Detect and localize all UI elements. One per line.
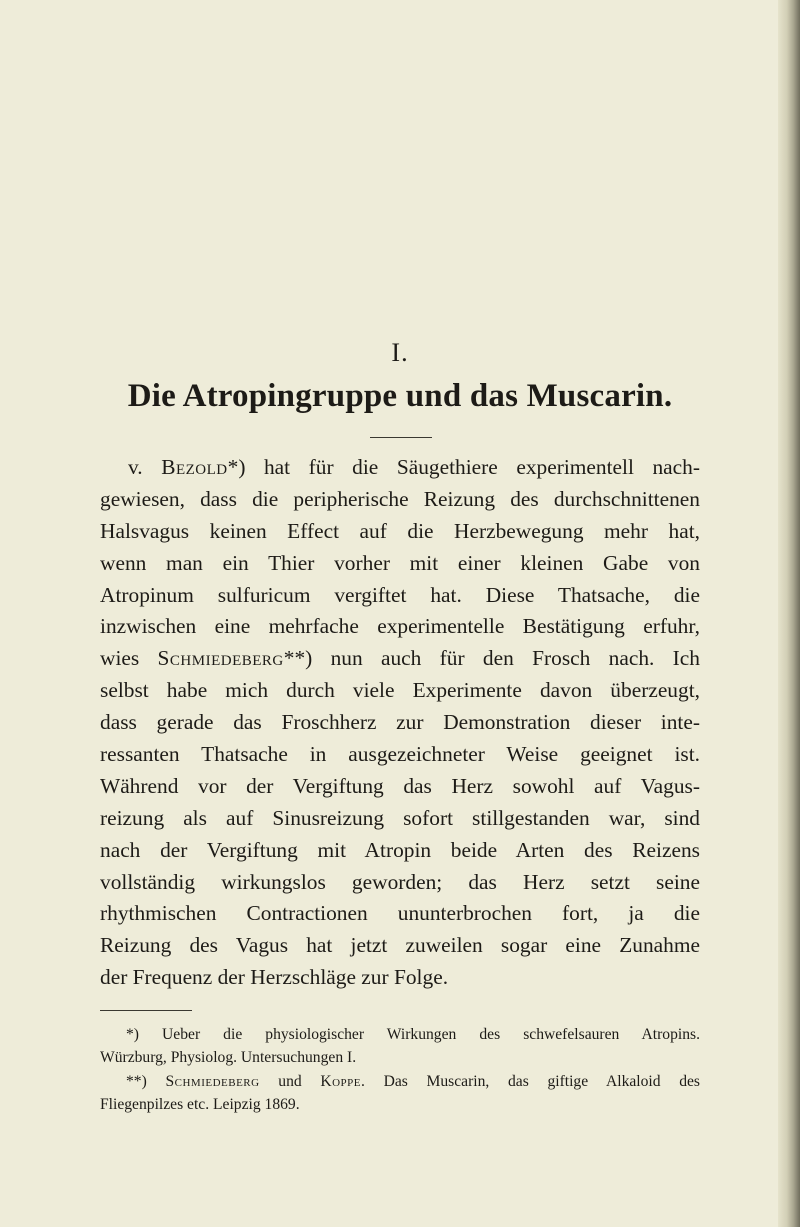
body-line: der Frequenz der Herzschläge zur Folge. bbox=[100, 965, 449, 990]
footnote-1-line: *) Ueber die physiologischer Wirkungen des schwefelsauren Atropins. bbox=[126, 1026, 700, 1043]
body-line: Halsvagus keinen Effect auf die Herzbewegung mehr hat, bbox=[100, 518, 700, 543]
chapter-number: I. bbox=[391, 338, 409, 367]
footnote-2-line: Fliegenpilzes etc. Leipzig 1869. bbox=[100, 1096, 300, 1114]
author-name-schmiedeberg: Schmiedeberg bbox=[165, 1072, 260, 1090]
body-line: ressanten Thatsache in ausgezeichneter Weise geeignet ist. bbox=[100, 742, 700, 767]
author-name-koppe: Koppe bbox=[320, 1072, 362, 1090]
footnote-divider bbox=[100, 1010, 192, 1011]
body-line: Während vor der Vergiftung das Herz sowohl auf Vagus- bbox=[100, 773, 700, 798]
body-line: selbst habe mich durch viele Experimente davon überzeugt, bbox=[100, 678, 700, 703]
footnote-2-line: **) Schmiedeberg und Koppe. Das Muscarin, das giftige Alkaloid des bbox=[126, 1072, 701, 1090]
body-line: reizung als auf Sinusreizung sofort stillgestanden war, sind bbox=[100, 805, 700, 830]
body-line: gewiesen, dass die peripherische Reizung des durchschnittenen bbox=[100, 486, 700, 511]
body-line: wies Schmiedeberg**) nun auch für den Frosch nach. Ich bbox=[100, 646, 700, 671]
body-line: v. Bezold*) hat für die Säugethiere experimentell nach- bbox=[128, 455, 700, 479]
body-line: vollständig wirkungslos geworden; das Herz setzt seine bbox=[100, 869, 700, 894]
footnote-1-line: Würzburg, Physiolog. Untersuchungen I. bbox=[100, 1049, 357, 1067]
author-name-schmiedeberg: Schmiedeberg bbox=[157, 646, 284, 671]
body-line: wenn man ein Thier vorher mit einer kleinen Gabe von bbox=[100, 550, 700, 575]
body-line: rhythmischen Contractionen ununterbrochen fort, ja die bbox=[100, 901, 700, 926]
body-line: dass gerade das Froschherz zur Demonstration dieser inte- bbox=[100, 710, 700, 735]
body-line: inzwischen eine mehrfache experimentelle Bestätigung erfuhr, bbox=[100, 614, 700, 639]
title-divider bbox=[370, 437, 432, 438]
body-paragraph bbox=[100, 452, 700, 994]
body-line: Atropinum sulfuricum vergiftet hat. Diese Thatsache, die bbox=[100, 582, 700, 607]
author-name-bezold: Bezold bbox=[161, 455, 228, 479]
page-edge-shadow bbox=[778, 0, 800, 1227]
chapter-title: Die Atropingruppe und das Muscarin. bbox=[127, 378, 673, 414]
body-line: Reizung des Vagus hat jetzt zuweilen sogar eine Zunahme bbox=[100, 933, 700, 958]
body-line: nach der Vergiftung mit Atropin beide Arten des Reizens bbox=[100, 837, 700, 862]
footnotes bbox=[100, 1023, 700, 1117]
